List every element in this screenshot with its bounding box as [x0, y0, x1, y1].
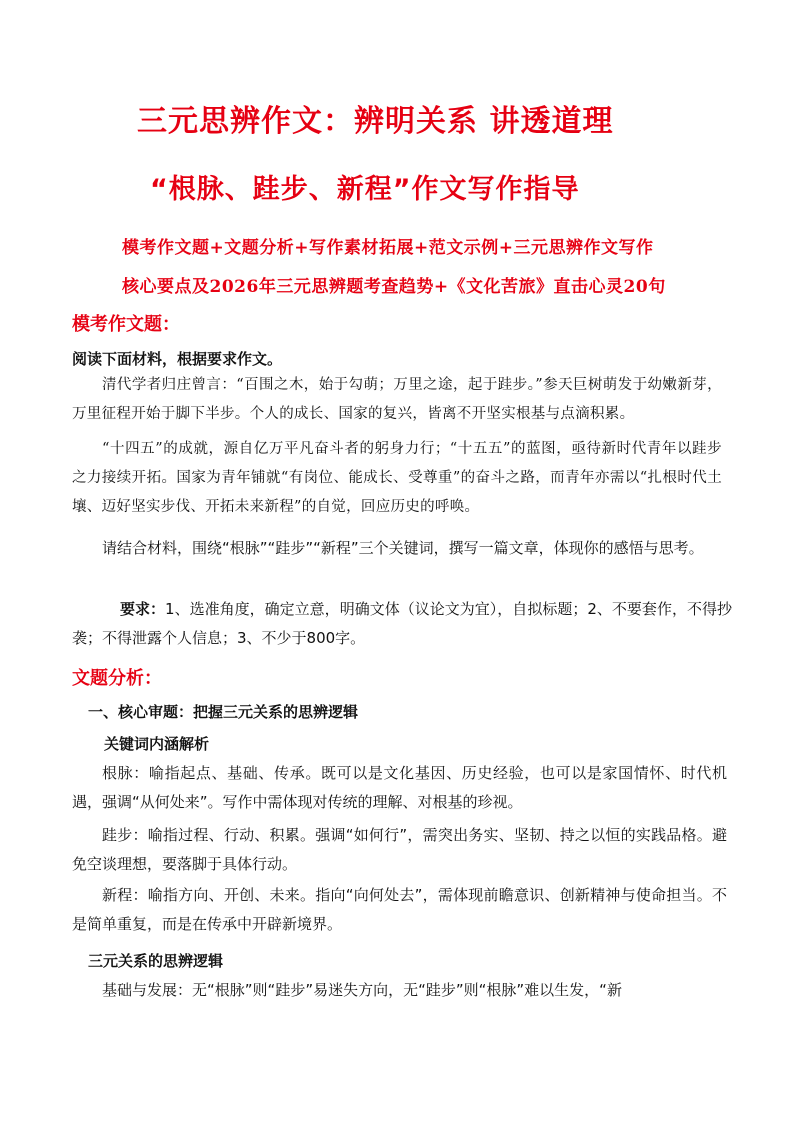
keyword-meaning-heading: 关键词内涵解析 [104, 735, 210, 753]
exam-instruction: 阅读下面材料，根据要求作文。 [72, 350, 283, 368]
keyword-genmai: 根脉：喻指起点、基础、传承。既可以是文化基因、历史经验，也可以是家国情怀、时代机遇，强调“从何处来”。写作中需体现对传统的理解、对根基的珍视。 [72, 764, 727, 811]
requirements [72, 595, 732, 653]
tagline-line-2: 核心要点及2026年三元思辨题考查趋势+《文化苦旅》直击心灵20句 [122, 277, 666, 297]
keyword-kuibu: 跬步：喻指过程、行动、积累。强调“如何行”，需突出务实、坚韧、持之以恒的实践品格。避免空谈理想，要落脚于具体行动。 [72, 826, 727, 873]
exam-heading: 模考作文题： [72, 314, 180, 335]
requirements-label: 要求： [120, 600, 166, 618]
analysis-section-1: 一、核心审题：把握三元关系的思辨逻辑 [88, 703, 359, 721]
analysis-heading: 文题分析： [72, 668, 162, 689]
material-paragraph-2: “十四五”的成就，源自亿万平凡奋斗者的躬身力行；“十五五”的蓝图，亟待新时代青年以跬步之力接续开拓。国家为青年铺就“有岗位、能成长、受尊重”的奋斗之路，而青年亦需以“扎根时代土壤、迈好坚实步伐、开拓未来新程”的自觉，回应历史的呼唤。 [72, 441, 722, 515]
relation-logic-heading: 三元关系的思辨逻辑 [88, 952, 224, 970]
requirements-text: 1、选准角度，确定立意，明确文体（议论文为宜），自拟标题；2、不要套作，不得抄袭；不得泄露个人信息；3、不少于800字。 [72, 600, 732, 647]
document-title: 三元思辨作文：辨明关系 讲透道理 [137, 104, 614, 139]
document-subtitle: “根脉、跬步、新程”作文写作指导 [150, 174, 580, 205]
relation-logic-paragraph: 基础与发展：无“根脉”则“跬步”易迷失方向，无“跬步”则“根脉”难以生发，“新 [102, 981, 622, 999]
material-paragraph-1: 清代学者归庄曾言：“百围之木，始于勾萌；万里之途，起于跬步。”参天巨树萌发于幼嫩新芽，万里征程开始于脚下半步。个人的成长、国家的复兴，皆离不开坚实根基与点滴积累。 [72, 377, 722, 422]
keyword-xincheng: 新程：喻指方向、开创、未来。指向“向何处去”，需体现前瞻意识、创新精神与使命担当。不是简单重复，而是在传承中开辟新境界。 [72, 886, 727, 933]
tagline-line-1: 模考作文题+文题分析+写作素材拓展+范文示例+三元思辨作文写作 [122, 238, 654, 258]
writing-prompt: 请结合材料，围绕“根脉”“跬步”“新程”三个关键词，撰写一篇文章，体现你的感悟与思考。 [102, 539, 704, 557]
